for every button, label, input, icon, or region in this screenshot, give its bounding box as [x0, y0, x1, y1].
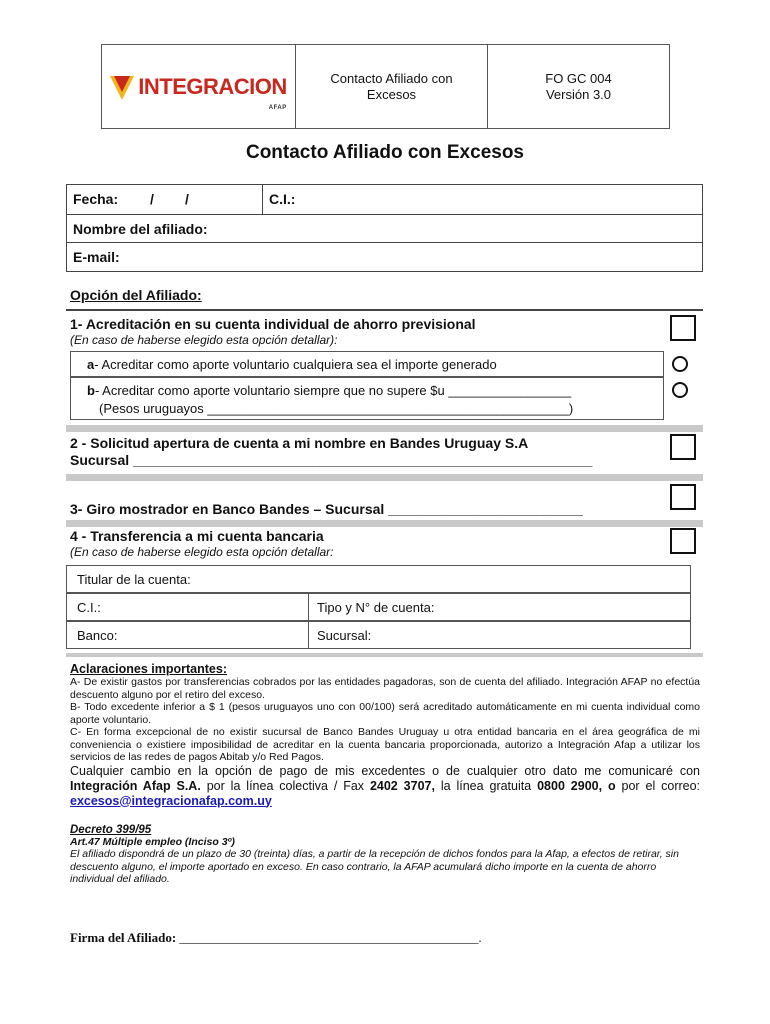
nombre-field[interactable] — [67, 215, 702, 243]
logo-cell — [102, 45, 296, 128]
banco-field[interactable] — [66, 621, 309, 649]
option4-bottom-bar — [66, 653, 703, 657]
contact-paragraph: Cualquier cambio en la opción de pago de mis excedentes o de cualquier otro dato me comunicaré con Integración Afap S.A. por la línea colectiva / Fax 2402 3707, la línea gratuita 0800 2900, o por el correo: excesos@integracionafap.com.uy — [70, 763, 701, 808]
option3-separator — [66, 474, 703, 481]
option2-line1: 2 - Solicitud apertura de cuenta a mi nombre en Bandes Uruguay S.A — [70, 435, 529, 451]
aclaraciones-block — [70, 662, 700, 809]
form-code: FO GC 004 — [545, 70, 612, 86]
option1-subtitle: (En caso de haberse elegido esta opción detallar): — [70, 333, 338, 347]
fecha-label: Fecha: — [73, 191, 119, 207]
option4-title: 4 - Transferencia a mi cuenta bancaria — [70, 528, 324, 544]
option4-separator — [66, 520, 703, 527]
option1b-text2: (Pesos uruguayos __________________________________________________) — [99, 401, 574, 416]
option1-title: 1- Acreditación en su cuenta individual de ahorro previsional — [70, 316, 476, 332]
banco-label: Banco: — [77, 628, 118, 643]
option1-checkbox[interactable] — [670, 315, 696, 341]
email-field[interactable] — [67, 243, 702, 271]
opcion-heading: Opción del Afiliado: — [70, 287, 202, 303]
titular-label: Titular de la cuenta: — [77, 572, 191, 587]
option1b-text: b- Acreditar como aporte voluntario siempre que no supere $u _________________ — [87, 383, 572, 398]
tipo-cuenta-field[interactable] — [308, 593, 691, 621]
integracion-logo — [110, 73, 287, 111]
form-version: Versión 3.0 — [545, 86, 612, 102]
decreto-title: Decreto 399/95 — [70, 824, 152, 836]
sucursal-label: Sucursal: — [317, 628, 372, 643]
logo-wordmark: INTEGRACION AFAP — [138, 73, 287, 111]
option3-text: 3- Giro mostrador en Banco Bandes – Sucursal _________________________ — [70, 501, 583, 517]
header-code-cell — [488, 45, 669, 128]
decreto-text: El afiliado dispondrá de un plazo de 30 (treinta) días, a partir de la recepción de dichos fondos para la Afap, a efectos de retirar, sin descuento alguno, el importe aportado en exceso. En caso contrario, la AFAP acumulará dicho importe en la cuenta de ahorro individual del afiliado. — [70, 848, 679, 885]
option1a-radio[interactable] — [672, 356, 688, 372]
decreto-article: Art.47 Múltiple empleo (Inciso 3º) — [70, 836, 235, 848]
aclaracion-b: B- Todo excedente inferior a $ 1 (pesos uruguayos uno con 00/100) será acreditado automáticamente en mi cuenta individual como aporte voluntario. — [70, 701, 700, 726]
option2-separator — [66, 425, 703, 432]
fecha-field[interactable] — [67, 185, 263, 214]
aclaracion-c: C- En forma excepcional de no existir sucursal de Banco Bandes Uruguay u otra entidad bancaria en el área geográfica de mi conveniencia o existiere imposibilidad de acreditar en la cuenta bancaria proporcionada, autorizo a Integración Afap a utilizar los servicios de las redes de pagos Abitab y/o Red Pagos. — [70, 726, 700, 763]
firma-line: ______________________________________________. — [179, 930, 482, 945]
affiliate-info-table — [66, 184, 703, 272]
aclaraciones-title: Aclaraciones importantes: — [70, 662, 227, 676]
email-link[interactable]: excesos@integracionafap.com.uy — [70, 793, 272, 808]
ci-label: C.I.: — [269, 191, 296, 207]
option4-ci-field[interactable] — [66, 593, 309, 621]
tipo-cuenta-label: Tipo y N° de cuenta: — [317, 600, 435, 615]
option2-checkbox[interactable] — [670, 434, 696, 460]
option1a-box — [70, 351, 664, 377]
nombre-label: Nombre del afiliado: — [73, 221, 208, 237]
email-label: E-mail: — [73, 249, 120, 265]
header-title-line1: Contacto Afiliado con — [330, 70, 453, 86]
option4-ci-label: C.I.: — [77, 600, 101, 615]
header-title-line2: Excesos — [366, 86, 417, 102]
option1a-text: a- Acreditar como aporte voluntario cualquiera sea el importe generado — [87, 357, 497, 372]
header-title-cell — [296, 45, 488, 128]
option1b-radio[interactable] — [672, 382, 688, 398]
fecha-slashes: / / — [150, 191, 189, 207]
header-table — [101, 44, 670, 129]
document-title: Contacto Afiliado con Excesos — [245, 142, 524, 163]
aclaracion-a: A- De existir gastos por transferencias cobrados por las entidades pagadoras, son de cuenta del afiliado. Integración AFAP no efectúa descuento alguno por el retiro del exceso. — [70, 676, 700, 701]
logo-mark-icon — [110, 74, 134, 100]
firma-label: Firma del Afiliado: — [70, 930, 177, 945]
firma-row[interactable] — [70, 930, 482, 946]
option2-line2: Sucursal ___________________________________________________________ — [70, 452, 593, 468]
option4-subtitle: (En caso de haberse elegido esta opción detallar: — [70, 545, 334, 559]
option4-checkbox[interactable] — [670, 528, 696, 554]
decreto-block — [70, 824, 700, 886]
option1-top-rule — [66, 309, 703, 311]
titular-field[interactable] — [66, 565, 691, 593]
option1b-box — [70, 377, 664, 420]
option3-checkbox[interactable] — [670, 484, 696, 510]
sucursal-field[interactable] — [308, 621, 691, 649]
ci-field[interactable] — [263, 185, 702, 214]
